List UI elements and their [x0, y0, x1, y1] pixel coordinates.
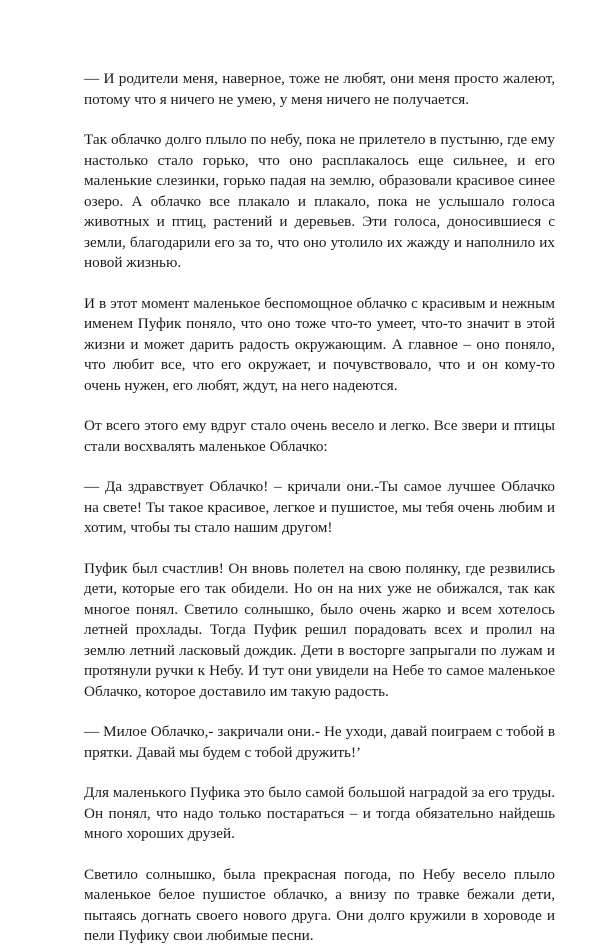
- paragraph-2: Так облачко долго плыло по небу, пока не прилетело в пустыню, где ему настолько стало горько, что оно расплакалось еще сильнее, и его маленькие слезинки, горько падая на землю, образовали красивое синее озеро. А облачко все плакало и плакало, пока не услышало голоса животных и птиц, растений и деревьев. Эти голоса, доносившиеся с земли, благодарили его за то, что оно утолило их жажду и наполнило их новой жизнью.: [84, 131, 555, 271]
- paragraph-1: — И родители меня, наверное, тоже не любят, они меня просто жалеют, потому что я ничего не умею, у меня ничего не получается.: [84, 70, 555, 108]
- paragraph-6: Пуфик был счастлив! Он вновь полетел на свою полянку, где резвились дети, которые его так обидели. Но он на них уже не обижался, так как многое понял. Светило солнышко, было очень жарко и всем хотелось летней прохлады. Тогда Пуфик решил порадовать всех и пролил на землю летний ласковый дождик. Дети в восторге запрыгали по лужам и протянули ручки к Небу. И тут они увидели на Небе то самое маленькое Облачко, которое доставило им такую радость.: [84, 559, 555, 700]
- paragraph-9: Светило солнышко, была прекрасная погода, по Небу весело плыло маленькое белое пушистое облачко, а внизу по травке бежали дети, пытаясь догнать своего нового друга. Они долго кружили в хороводе и пели Пуфику свои любимые песни.: [84, 865, 555, 944]
- paragraph-4: От всего этого ему вдруг стало очень весело и легко. Все звери и птицы стали восхвалять маленькое Облачко:: [84, 417, 555, 455]
- paragraph-3: И в этот момент маленькое беспомощное облачко с красивым и нежным именем Пуфик поняло, что оно тоже что-то умеет, что-то значит в этой жизни и может дарить радость окружающим. А главное – оно поняло, что любит все, что его окружает, и почувствовало, что и он кому-то очень нужен, его любят, ждут, на него надеются.: [84, 294, 555, 394]
- paragraph-8: Для маленького Пуфика это было самой большой наградой за его труды. Он понял, что надо только постараться – и тогда обязательно найдешь много хороших друзей.: [84, 784, 555, 842]
- paragraph-7: — Милое Облачко,- закричали они.- Не уходи, давай поиграем с тобой в прятки. Давай мы будем с тобой дружить!’: [84, 723, 555, 761]
- paragraph-5: — Да здравствует Облачко! – кричали они.-Ты самое лучшее Облачко на свете! Ты такое красивое, легкое и пушистое, мы тебя очень любим и хотим, чтобы ты стало нашим другом!: [84, 478, 555, 536]
